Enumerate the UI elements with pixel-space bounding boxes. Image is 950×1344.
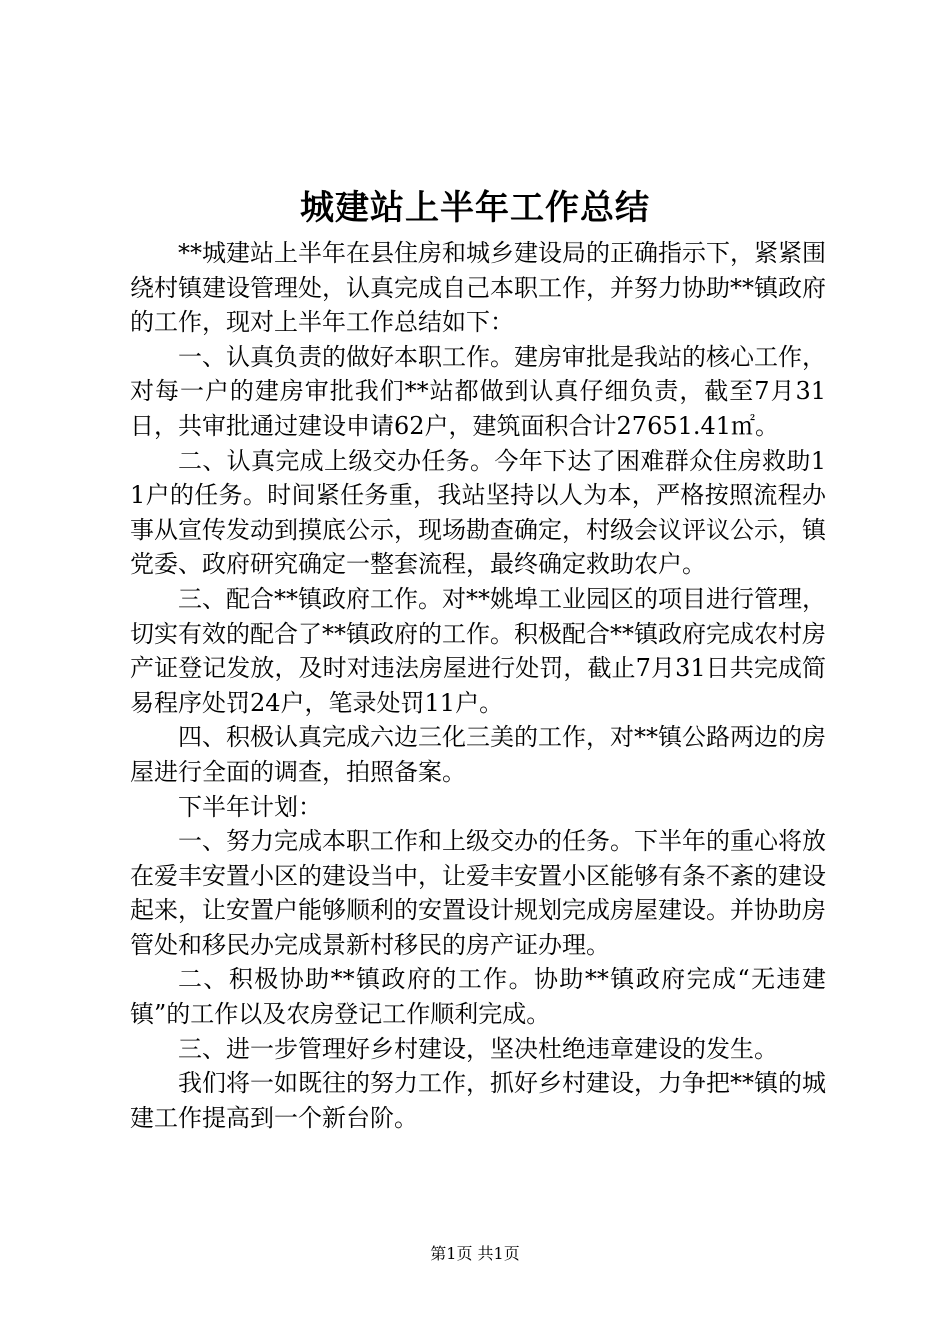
paragraph-item-2: 二、认真完成上级交办任务。今年下达了困难群众住房救助11户的任务。时间紧任务重，我站坚持以人为本，严格按照流程办事从宣传发动到摸底公示，现场勘查确定，村级会议评议公示，镇党委、政府研究确定一整套流程，最终确定救助农户。 [130, 446, 826, 579]
paragraph-item-1: 一、认真负责的做好本职工作。建房审批是我站的核心工作，对每一户的建房审批我们**站都做到认真仔细负责，截至7月31日，共审批通过建设申请62户，建筑面积合计27651.41㎡。 [130, 342, 826, 440]
document-title: 城建站上半年工作总结 [300, 188, 650, 228]
section-heading-plan: 下半年计划： [178, 792, 322, 821]
paragraph-item-3: 三、配合**镇政府工作。对**姚埠工业园区的项目进行管理，切实有效的配合了**镇政府的工作。积极配合**镇政府完成农村房产证登记发放，及时对违法房屋进行处罚，截止7月31日共完成简易程序处罚24户，笔录处罚11户。 [130, 584, 826, 717]
document-body [130, 236, 826, 1135]
page-footer: 第1页 共1页 [430, 1244, 520, 1263]
paragraph-plan-3: 三、进一步管理好乡村建设，坚决杜绝违章建设的发生。 [178, 1034, 778, 1063]
paragraph-plan-2: 二、积极协助**镇政府的工作。协助**镇政府完成“无违建镇”的工作以及农房登记工作顺利完成。 [130, 965, 826, 1029]
paragraph-conclusion: 我们将一如既往的努力工作，抓好乡村建设，力争把**镇的城建工作提高到一个新台阶。 [130, 1069, 826, 1132]
paragraph-item-4: 四、积极认真完成六边三化三美的工作，对**镇公路两边的房屋进行全面的调查，拍照备案。 [130, 723, 826, 786]
paragraph-plan-1: 一、努力完成本职工作和上级交办的任务。下半年的重心将放在爱丰安置小区的建设当中，让爱丰安置小区能够有条不紊的建设起来，让安置户能够顺利的安置设计规划完成房屋建设。并协助房管处和移民办完成景新村移民的房产证办理。 [130, 827, 826, 959]
paragraph-intro: **城建站上半年在县住房和城乡建设局的正确指示下，紧紧围绕村镇建设管理处，认真完成自己本职工作，并努力协助**镇政府的工作，现对上半年工作总结如下： [130, 239, 826, 337]
